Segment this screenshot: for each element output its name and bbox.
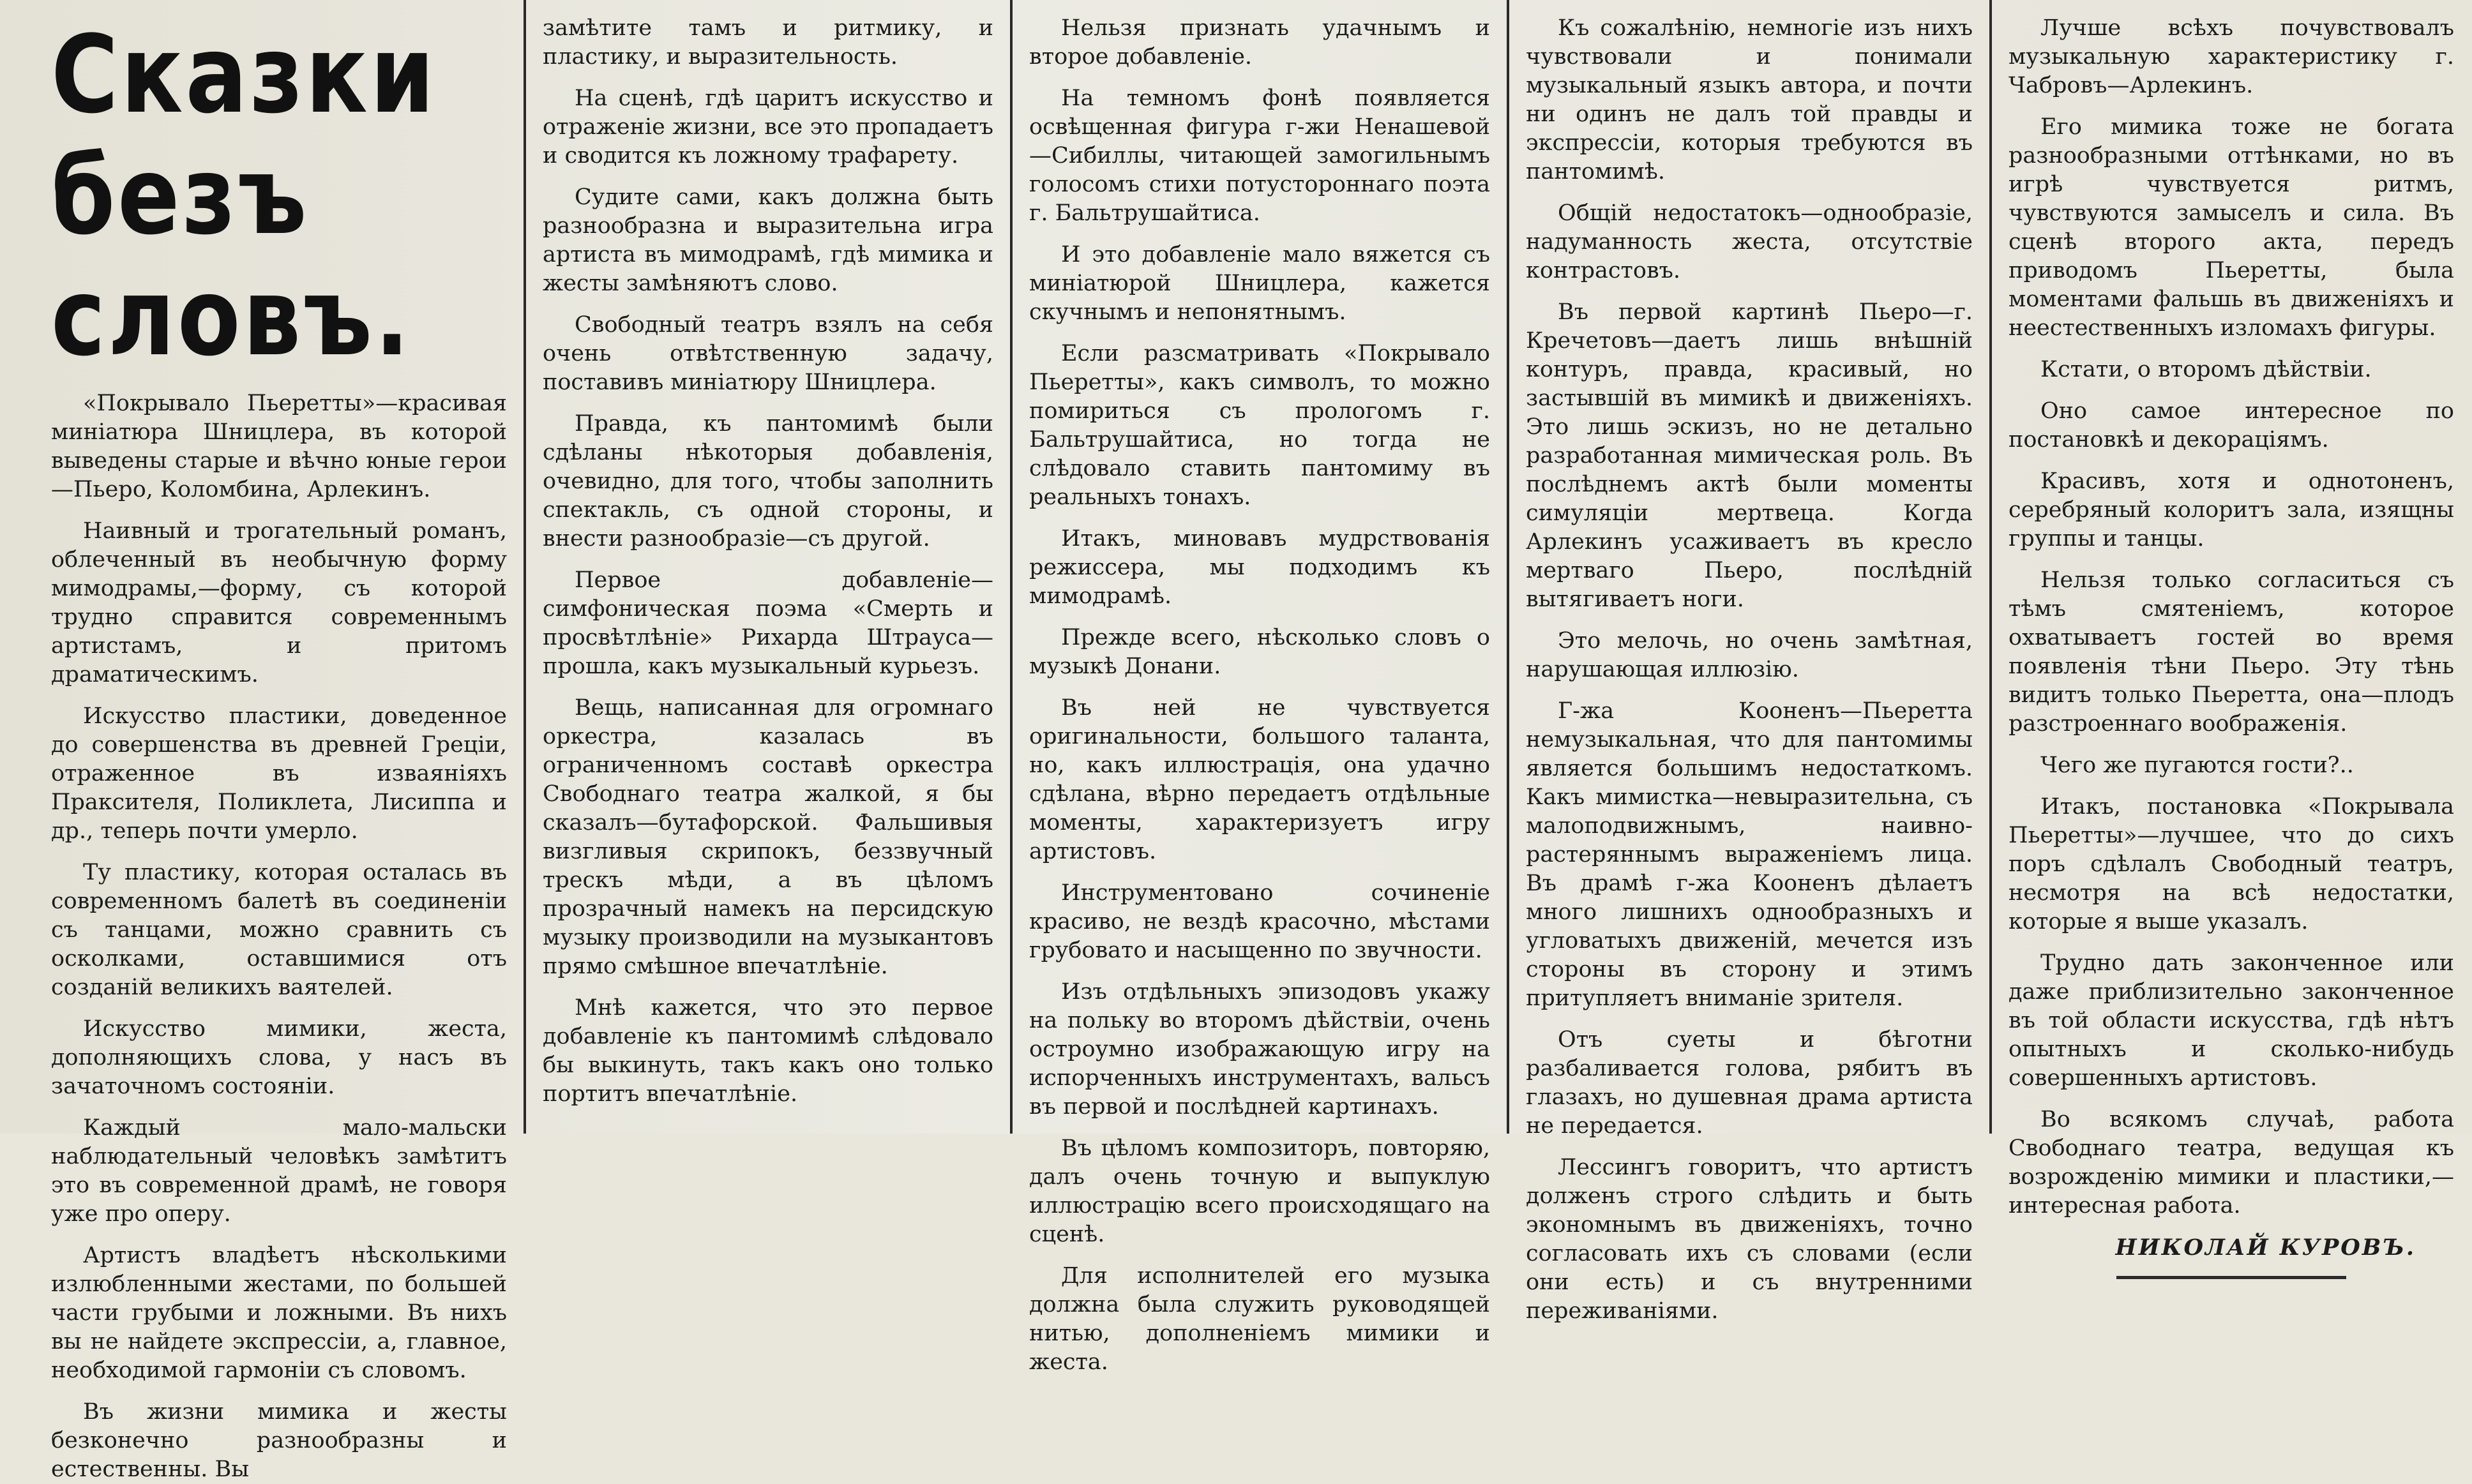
paragraph: Итакъ, постановка «Покрывала Пьеретты»—лучшее, что до сихъ поръ сдѣлалъ Свободный театръ, несмотря на всѣ недостатки, которые я выше указалъ. — [2009, 794, 2454, 934]
paragraph: Прежде всего, нѣсколько словъ о музыкѣ Донани. — [1029, 625, 1490, 679]
paragraph: Судите сами, какъ должна быть разнообразна и выразительна игра артиста въ мимодрамѣ, гдѣ мимика и жесты замѣняютъ слово. — [543, 184, 993, 296]
paragraph: Искусство пластики, доведенное до совершенства въ древней Греціи, отраженное въ изваяніяхъ Праксителя, Поликлета, Лисиппа и др., теперь почти умерло. — [51, 703, 507, 844]
paragraph: Въ жизни мимика и жесты безконечно разнообразны и естественны. Вы — [51, 1399, 507, 1482]
paragraph: Кстати, о второмъ дѣйствіи. — [2040, 357, 2372, 382]
paragraph: Г-жа Кооненъ—Пьеретта немузыкальная, что для пантомимы является большимъ недостаткомъ. Какъ мимистка—невыразительна, съ малоподвижнымъ, наивно-растеряннымъ выраженіемъ лица. Въ драмѣ г-жа Кооненъ дѣлаетъ много лишнихъ однообразныхъ и угловатыхъ движеній, мечется изъ стороны въ сторону и этимъ притупляетъ вниманіе зрителя. — [1526, 698, 1973, 1011]
paragraph: Нельзя признать удачнымъ и второе добавленіе. — [1029, 15, 1490, 70]
column-1 — [0, 0, 525, 1482]
column-4 — [1508, 0, 1991, 1324]
paragraph: Лессингъ говоритъ, что артистъ долженъ строго слѣдить и быть экономнымъ въ движеніяхъ, точно согласовать ихъ съ словами (если они есть) и съ внутренними переживаніями. — [1526, 1155, 1973, 1324]
paragraph: Инструментовано сочиненіе красиво, не вездѣ красочно, мѣстами грубовато и насыщенно по звучности. — [1029, 880, 1490, 963]
paragraph: Итакъ, миновавъ мудрствованія режиссера, мы подходимъ къ мимодрамѣ. — [1029, 526, 1490, 609]
paragraph: Каждый мало-мальски наблюдательный человѣкъ замѣтитъ это въ современной драмѣ, не говоря уже про оперу. — [51, 1115, 507, 1227]
paragraph: Первое добавленіе—симфоническая поэма «Смерть и просвѣтлѣніе» Рихарда Штрауса—прошла, какъ музыкальный курьезъ. — [543, 567, 993, 679]
paragraph: Лучше всѣхъ почувствовалъ музыкальную характеристику г. Чабровъ—Арлекинъ. — [2009, 15, 2454, 98]
paragraph: Къ сожалѣнію, немногіе изъ нихъ чувствовали и понимали музыкальный языкъ автора, и почти ни одинъ не далъ той правды и экспрессіи, которыя требуются въ пантомимѣ. — [1526, 15, 1973, 184]
paragraph: Въ ней не чувствуется оригинальности, большого таланта, но, какъ иллюстрація, она удачно сдѣлана, вѣрно передаетъ отдѣльные моменты, характеризуетъ игру артистовъ. — [1029, 695, 1490, 864]
paragraph: Артистъ владѣетъ нѣсколькими излюбленными жестами, по большей части грубыми и ложными. Въ нихъ вы не найдете экспрессіи, а, главное, необходимой гармоніи съ словомъ. — [51, 1243, 507, 1383]
paragraph: Красивъ, хотя и однотоненъ, серебряный колоритъ зала, изящны группы и танцы. — [2009, 468, 2454, 551]
paragraph: Ту пластику, которая осталась въ современномъ балетѣ въ соединеніи съ танцами, можно сравнить съ осколками, оставшимися отъ созданій великихъ ваятелей. — [51, 860, 507, 1000]
paragraph: Въ первой картинѣ Пьеро—г. Кречетовъ—даетъ лишь внѣшній контуръ, правда, красивый, но застывшій въ мимикѣ и движеніяхъ. Это лишь эскизъ, но не детально разработанная мимическая роль. Въ послѣднемъ актѣ были моменты симуляціи мертвеца. Когда Арлекинъ усаживаетъ въ кресло мертваго Пьеро, послѣдній вытягиваетъ ноги. — [1526, 299, 1973, 612]
paragraph: Его мимика тоже не богата разнообразными оттѣнками, но въ игрѣ чувствуется ритмъ, чувствуются замыселъ и сила. Въ сценѣ второго акта, передъ приводомъ Пьеретты, была моментами фальшь въ движеніяхъ и неестественныхъ изломахъ фигуры. — [2009, 114, 2454, 341]
column-2 — [525, 0, 1011, 1134]
paragraph: «Покрывало Пьеретты»—красивая миніатюра Шницлера, въ которой выведены старые и вѣчно юные герои—Пьеро, Коломбина, Арлекинъ. — [51, 391, 507, 502]
paragraph: Чего же пугаются гости?.. — [2040, 753, 2354, 778]
end-rule — [2116, 1276, 2346, 1279]
paragraph: Общій недостатокъ—однообразіе, надуманность жеста, отсутствіе контрастовъ. — [1526, 200, 1973, 283]
paragraph: Искусство мимики, жеста, дополняющихъ слова, у насъ въ зачаточномъ состояніи. — [51, 1016, 507, 1099]
column-5 — [1991, 0, 2472, 1261]
paragraph: Во всякомъ случаѣ, работа Свободнаго театра, ведущая къ возрожденію мимики и пластики,—интересная работа. — [2009, 1107, 2454, 1218]
paragraph: Правда, къ пантомимѣ были сдѣланы нѣкоторыя добавленія, очевидно, для того, чтобы заполнить спектакль, съ одной стороны, и внести разнообразіе—съ другой. — [543, 411, 993, 551]
paragraph: Отъ суеты и бѣготни разбаливается голова, рябитъ въ глазахъ, но душевная драма артиста не передается. — [1526, 1027, 1973, 1139]
paragraph: Нельзя только согласиться съ тѣмъ смятеніемъ, которое охватываетъ гостей во время появленія тѣни Пьеро. Эту тѣнь видитъ только Пьеретта, она—плодъ разстроеннаго воображенія. — [2009, 567, 2454, 737]
paragraph: Мнѣ кажется, что это первое добавленіе къ пантомимѣ слѣдовало бы выкинуть, такъ какъ оно только портитъ впечатлѣніе. — [543, 995, 993, 1107]
paragraph: Для исполнителей его музыка должна была служить руководящей нитью, дополненіемъ мимики и жеста. — [1029, 1263, 1490, 1375]
paragraph: На сценѣ, гдѣ царитъ искусство и отраженіе жизни, все это пропадаетъ и сводится къ ложному трафарету. — [543, 86, 993, 169]
paragraph: замѣтите тамъ и ритмику, и пластику, и выразительность. — [543, 15, 993, 70]
paragraph: Наивный и трогательный романъ, облеченный въ необычную форму мимодрамы,—форму, съ которой трудно справится современнымъ артистамъ, и притомъ драматическимъ. — [51, 518, 507, 687]
paragraph: Это мелочь, но очень замѣтная, нарушающая иллюзію. — [1526, 628, 1973, 682]
paragraph: Оно самое интересное по постановкѣ и декораціямъ. — [2009, 398, 2454, 453]
paragraph: Вещь, написанная для огромнаго оркестра, казалась въ ограниченномъ составѣ оркестра Свободнаго театра жалкой, я бы сказалъ—бутафорской. Фальшивыя визгливыя скрипокъ, беззвучный трескъ мѣди, а въ цѣломъ прозрачный намекъ на персидскую музыку производили на музыкантовъ прямо смѣшное впечатлѣніе. — [543, 695, 993, 979]
paragraph: И это добавленіе мало вяжется съ миніатюрой Шницлера, кажется скучнымъ и непонятнымъ. — [1029, 242, 1490, 325]
paragraph: Трудно дать законченное или даже приблизительно законченное въ той области искусства, гдѣ нѣтъ опытныхъ и сколько-нибудь совершенныхъ артистовъ. — [2009, 950, 2454, 1091]
paragraph: Въ цѣломъ композиторъ, повторяю, далъ очень точную и выпуклую иллюстрацію всего происходящаго на сценѣ. — [1029, 1135, 1490, 1247]
article-headline: Сказки безъ словъ. — [51, 12, 437, 380]
author-signature: НИКОЛАЙ КУРОВЪ. — [2115, 1234, 2416, 1261]
paragraph: Изъ отдѣльныхъ эпизодовъ укажу на польку во второмъ дѣйствіи, очень остроумно изображающую игру на испорченныхъ инструментахъ, вальсъ въ первой и послѣдней картинахъ. — [1029, 979, 1490, 1120]
paragraph: Свободный театръ взялъ на себя очень отвѣтственную задачу, поставивъ миніатюру Шницлера. — [543, 312, 993, 395]
column-3 — [1011, 0, 1508, 1375]
paragraph: На темномъ фонѣ появляется освѣщенная фигура г-жи Ненашевой—Сибиллы, читающей замогильнымъ голосомъ стихи потустороннаго поэта г. Бальтрушайтиса. — [1029, 86, 1490, 226]
paragraph: Если разсматривать «Покрывало Пьеретты», какъ символъ, то можно помириться съ прологомъ г. Бальтрушайтиса, но тогда не слѣдовало ставить пантомиму въ реальныхъ тонахъ. — [1029, 341, 1490, 510]
